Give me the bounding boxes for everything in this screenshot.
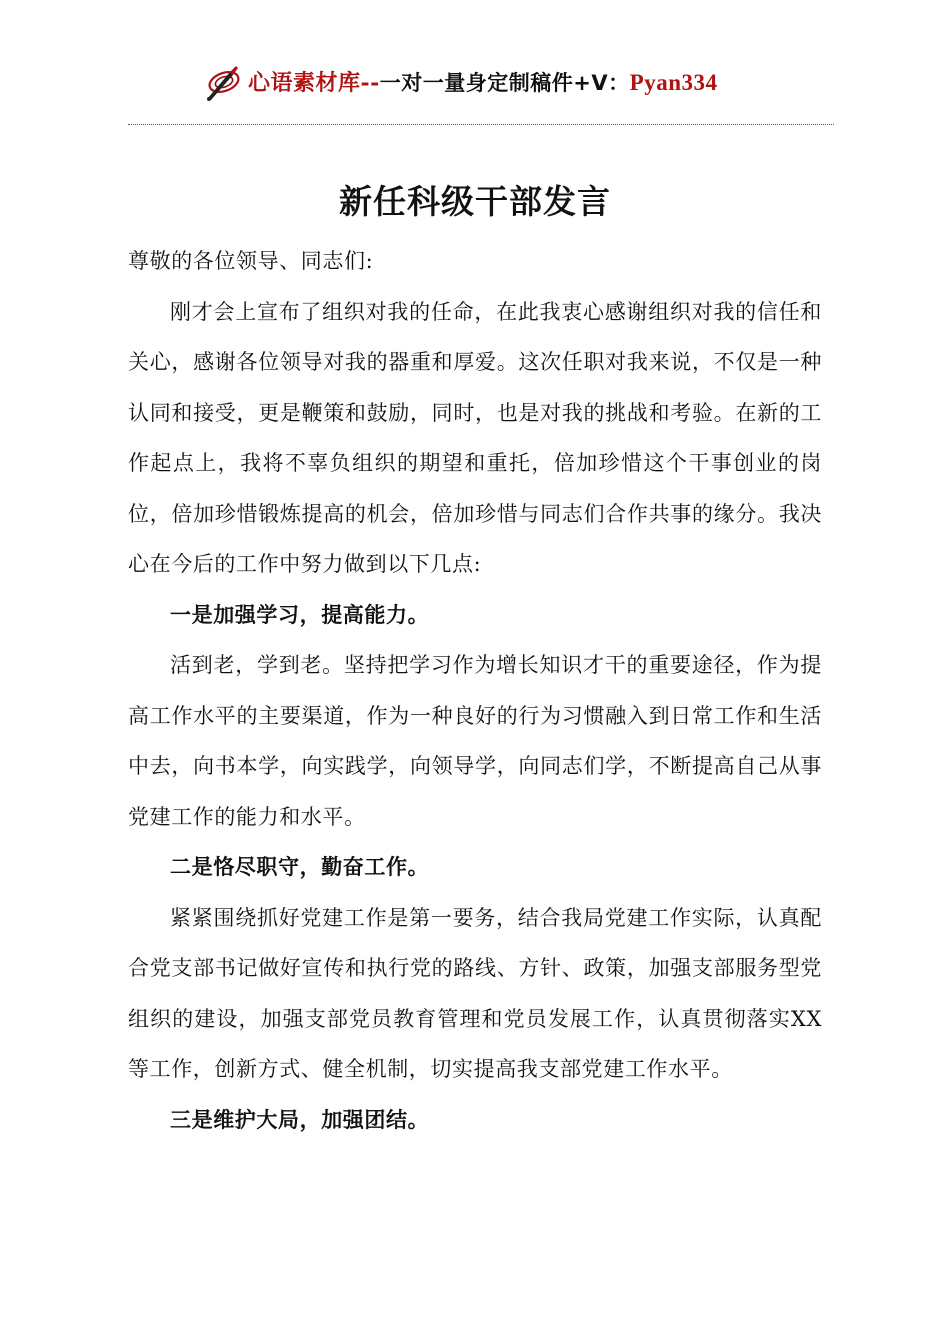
header-separator: -- (360, 69, 380, 96)
document-body (128, 236, 822, 1145)
page-header (200, 58, 717, 104)
header-banner-text (248, 66, 717, 97)
document-title: 新任科级干部发言 (339, 182, 611, 221)
swirl-pen-logo-icon (200, 58, 246, 104)
header-slogan: 一对一量身定制稿件+V： (379, 70, 630, 95)
salutation: 尊敬的各位领导、同志们: (128, 249, 374, 273)
section-heading-2: 二是恪尽职守，勤奋工作。 (170, 855, 430, 879)
section-heading-3: 三是维护大局，加强团结。 (170, 1107, 430, 1132)
paragraph-duty: 紧紧围绕抓好党建工作是第一要务，结合我局党建工作实际，认真配合党支部书记做好宣传和执行党的路线、方针、政策，加强支部服务型党组织的建设，加强支部党员教育管理和党员发展工作，认真贯彻落实XX等工作，创新方式、健全机制，切实提高我支部党建工作水平。 (128, 905, 822, 1081)
contact-code: Pyan334 (629, 69, 718, 95)
header-divider (128, 124, 834, 125)
paragraph-intro: 刚才会上宣布了组织对我的任命，在此我衷心感谢组织对我的信任和关心，感谢各位领导对我的器重和厚爱。这次任职对我来说，不仅是一种认同和接受，更是鞭策和鼓励，同时，也是对我的挑战和考验。在新的工作起点上，我将不辜负组织的期望和重托，倍加珍惜这个干事创业的岗位，倍加珍惜锻炼提高的机会，倍加珍惜与同志们合作共事的缘分。我决心在今后的工作中努力做到以下几点: (128, 299, 822, 576)
brand-name: 心语素材库 (248, 69, 361, 96)
paragraph-study: 活到老，学到老。坚持把学习作为增长知识才干的重要途径，作为提高工作水平的主要渠道，作为一种良好的行为习惯融入到日常工作和生活中去，向书本学，向实践学，向领导学，向同志们学，不断提高自己从事党建工作的能力和水平。 (128, 653, 822, 829)
section-heading-1: 一是加强学习，提高能力。 (170, 602, 430, 627)
